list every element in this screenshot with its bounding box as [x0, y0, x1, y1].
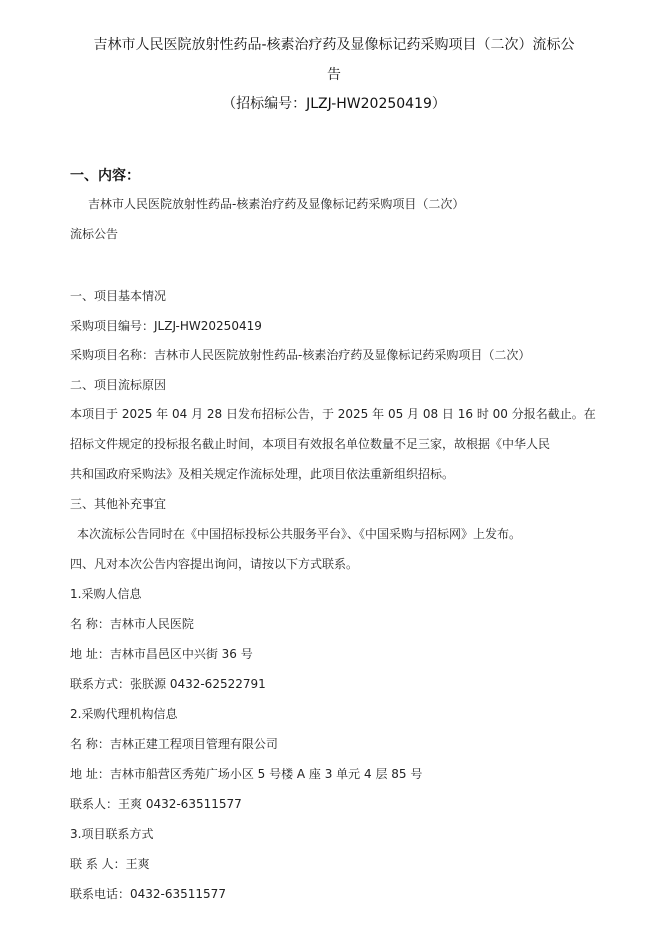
project-name: 采购项目名称：吉林市人民医院放射性药品-核素治疗药及显像标记药采购项目（二次） [70, 348, 531, 362]
section-4-heading: 四、凡对本次公告内容提出询问，请按以下方式联系。 [70, 557, 359, 571]
section-1-heading: 一、项目基本情况 [70, 289, 167, 303]
agency-address: 地 址：吉林市船营区秀苑广场小区 5 号楼 A 座 3 单元 4 层 85 号 [70, 767, 423, 781]
project-contact-phone: 联系电话：0432-63511577 [70, 887, 226, 901]
agency-name: 名 称：吉林正建工程项目管理有限公司 [70, 737, 278, 751]
reason-line-3: 共和国政府采购法》及相关规定作流标处理，此项目依法重新组织招标。 [70, 467, 455, 481]
tender-number: （招标编号：JLZJ-HW20250419） [222, 96, 446, 112]
buyer-address: 地 址：吉林市昌邑区中兴街 36 号 [70, 647, 253, 661]
project-contact-person: 联 系 人：王爽 [70, 857, 150, 871]
content-line-2: 流标公告 [70, 227, 119, 241]
content-line-1: 吉林市人民医院放射性药品-核素治疗药及显像标记药采购项目（二次） [88, 197, 465, 211]
title-line-1: 吉林市人民医院放射性药品-核素治疗药及显像标记药采购项目（二次）流标公 [93, 37, 575, 53]
agency-contact: 联系人：王爽 0432-63511577 [70, 797, 242, 811]
project-number: 采购项目编号：JLZJ-HW20250419 [70, 319, 262, 333]
section-3-heading: 三、其他补充事宜 [70, 497, 167, 511]
document-title [60, 30, 608, 90]
agency-heading: 2.采购代理机构信息 [70, 707, 178, 721]
buyer-heading: 1.采购人信息 [70, 587, 142, 601]
reason-line-1: 本项目于 2025 年 04 月 28 日发布招标公告，于 2025 年 05 月 08 日 16 时 00 分报名截止。在 [70, 407, 596, 421]
reason-line-2: 招标文件规定的投标报名截止时间，本项目有效报名单位数量不足三家，故根据《中华人民 [70, 437, 551, 451]
content-heading: 一、内容： [70, 168, 140, 184]
buyer-contact: 联系方式：张朕源 0432-62522791 [70, 677, 266, 691]
title-line-2: 告 [327, 67, 341, 83]
supplement-text: 本次流标公告同时在《中国招标投标公共服务平台》、《中国采购与招标网》上发布。 [77, 527, 522, 541]
section-2-heading: 二、项目流标原因 [70, 378, 167, 392]
buyer-name: 名 称：吉林市人民医院 [70, 617, 194, 631]
project-contact-heading: 3.项目联系方式 [70, 827, 154, 841]
